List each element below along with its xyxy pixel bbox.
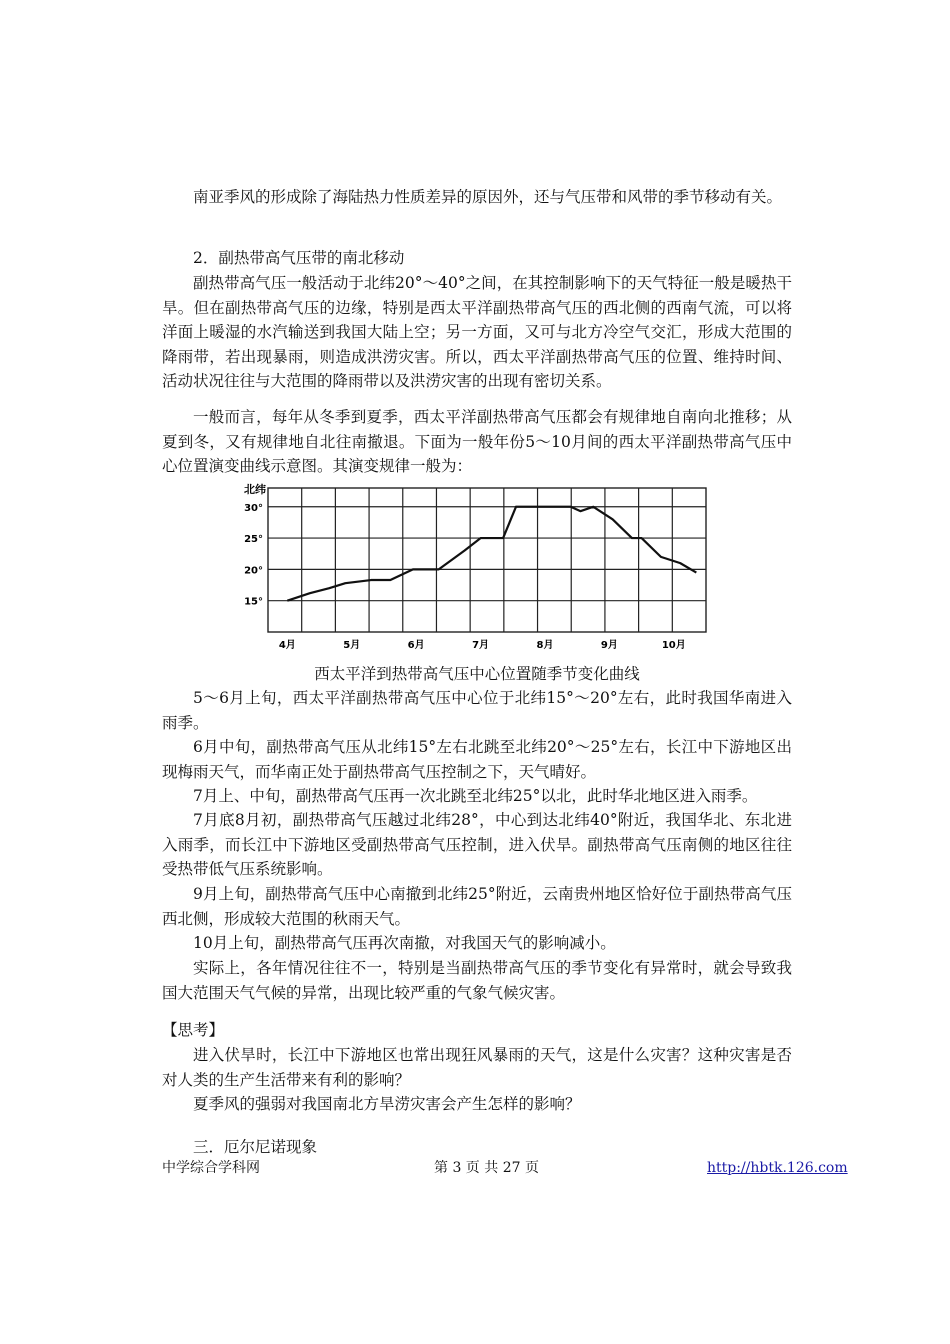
paragraph-late-july: 7月底8月初，副热带高气压越过北纬28°，中心到达北纬40°附近，我国华北、东北进入雨季，而长江中下游地区受副热带高气压控制，进入伏旱。副热带高气压南侧的地区往往受热带低气压系统影响。 bbox=[162, 811, 792, 878]
x-tick-label: 7月 bbox=[472, 640, 490, 651]
paragraph-october: 10月上旬，副热带高气压再次南撤，对我国天气的影响减小。 bbox=[193, 934, 616, 952]
paragraph-seasonal-movement: 一般而言，每年从冬季到夏季，西太平洋副热带高气压都会有规律地自南向北推移；从夏到冬，又有规律地自北往南撤退。下面为一般年份5～10月间的西太平洋副热带高气压中心位置演变曲线示意图。其演变规律一般为： bbox=[162, 408, 792, 475]
chart-caption: 西太平洋到热带高气压中心位置随季节变化曲线 bbox=[314, 665, 640, 683]
chart-series bbox=[287, 507, 696, 601]
paragraph-anomaly: 实际上，各年情况往往不一，特别是当副热带高气压的季节变化有异常时，就会导致我国大范围天气气候的异常，出现比较严重的气象气候灾害。 bbox=[162, 959, 792, 1002]
paragraph-may-june: 5～6月上旬，西太平洋副热带高气压中心位于北纬15°～20°左右，此时我国华南进入雨季。 bbox=[162, 689, 792, 732]
footer-page-number: 第 3 页 共 27 页 bbox=[434, 1160, 539, 1176]
section-heading-subtropical-high: 2．副热带高气压带的南北移动 bbox=[193, 249, 405, 267]
x-tick-label: 6月 bbox=[407, 640, 425, 651]
y-tick-label: 25° bbox=[244, 534, 263, 546]
series-line bbox=[287, 507, 696, 601]
paragraph-july: 7月上、中旬，副热带高气压再一次北跳至北纬25°以北，此时华北地区进入雨季。 bbox=[193, 787, 758, 805]
section-heading-el-nino: 三．厄尔尼诺现象 bbox=[193, 1138, 318, 1156]
think-heading: 【思考】 bbox=[162, 1021, 225, 1039]
paragraph-september: 9月上旬，副热带高气压中心南撤到北纬25°附近，云南贵州地区恰好位于副热带高气压西北侧，形成较大范围的秋雨天气。 bbox=[162, 885, 792, 928]
y-tick-label: 15° bbox=[244, 596, 263, 608]
paragraph-mid-june: 6月中旬，副热带高气压从北纬15°左右北跳至北纬20°～25°左右，长江中下游地区出现梅雨天气，而华南正处于副热带高气压控制之下，天气晴好。 bbox=[162, 738, 792, 781]
x-tick-label: 4月 bbox=[278, 640, 296, 651]
x-tick-label: 10月 bbox=[661, 640, 686, 651]
question-2: 夏季风的强弱对我国南北方旱涝灾害会产生怎样的影响？ bbox=[193, 1095, 581, 1113]
paragraph-subtropical-high-intro: 副热带高气压一般活动于北纬20°～40°之间，在其控制影响下的天气特征一般是暖热干旱。但在副热带高气压的边缘，特别是西太平洋副热带高气压的西北侧的西南气流，可以将洋面上暖湿的水汽输送到我国大陆上空；另一方面，又可与北方冷空气交汇，形成大范围的降雨带，若出现暴雨，则造成洪涝灾害。所以，西太平洋副热带高气压的位置、维持时间、活动状况往往与大范围的降雨带以及洪涝灾害的出现有密切关系。 bbox=[162, 274, 792, 390]
x-tick-label: 8月 bbox=[536, 640, 554, 651]
subtropical-high-latitude-chart bbox=[234, 478, 714, 658]
x-tick-label: 5月 bbox=[343, 640, 361, 651]
footer-site-name: 中学综合学科网 bbox=[162, 1160, 260, 1176]
chart-frame bbox=[268, 488, 706, 632]
chart-y-label: 北纬 bbox=[244, 483, 266, 496]
x-tick-label: 9月 bbox=[600, 640, 618, 651]
chart-grid bbox=[268, 488, 706, 632]
footer-link[interactable]: http://hbtk.126.com bbox=[707, 1160, 848, 1176]
question-1: 进入伏旱时，长江中下游地区也常出现狂风暴雨的天气，这是什么灾害？这种灾害是否对人类的生产生活带来有利的影响？ bbox=[162, 1046, 792, 1089]
paragraph-monsoon: 南亚季风的形成除了海陆热力性质差异的原因外，还与气压带和风带的季节移动有关。 bbox=[193, 188, 783, 206]
y-tick-label: 30° bbox=[244, 502, 263, 514]
y-tick-label: 20° bbox=[244, 565, 263, 577]
chart-x-ticks bbox=[279, 638, 686, 651]
chart-y-ticks bbox=[244, 503, 263, 608]
